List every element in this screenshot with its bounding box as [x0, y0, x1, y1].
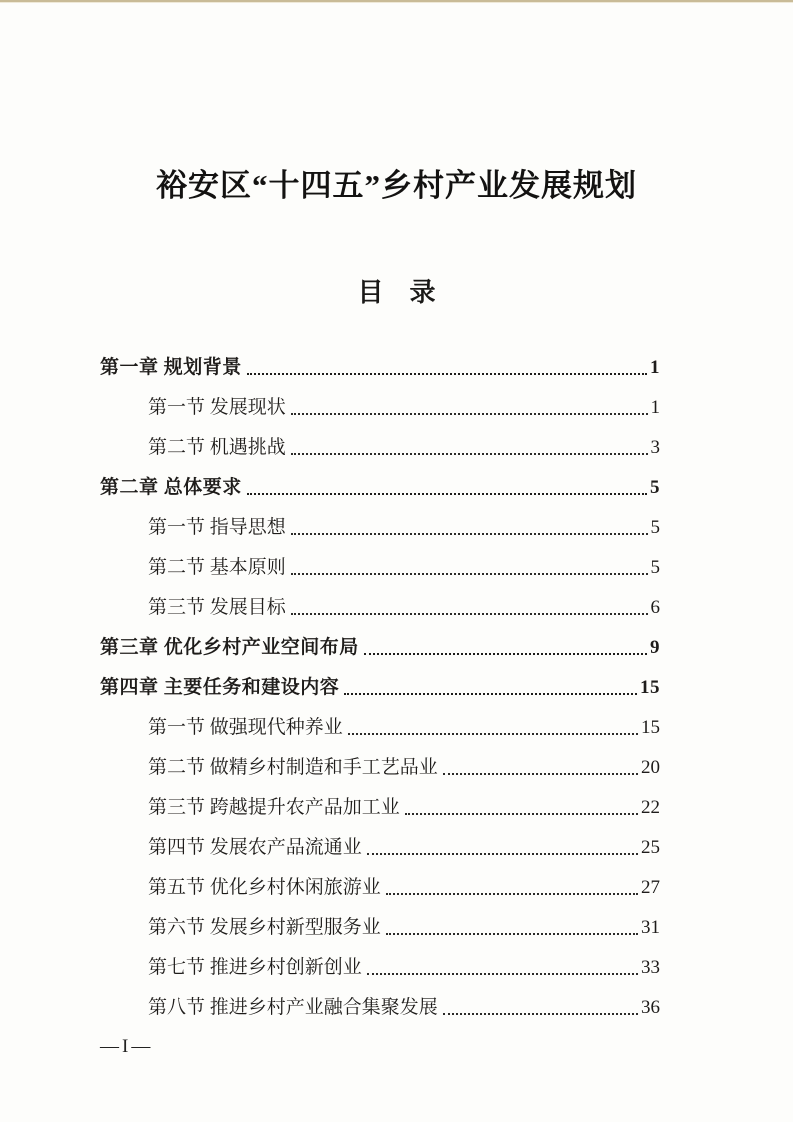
toc-entry	[100, 905, 660, 945]
toc-dot-leader	[386, 893, 638, 895]
document-title: 裕安区“十四五”乡村产业发展规划	[156, 168, 637, 203]
toc-entry-label: 第三章 优化乡村产业空间布局	[100, 637, 359, 658]
toc-entry	[100, 745, 660, 785]
toc-heading: 目 录	[357, 278, 436, 307]
toc-page-number: 5	[650, 557, 660, 578]
toc-entry-label: 第二节 机遇挑战	[148, 437, 286, 458]
toc-entry	[100, 785, 660, 825]
toc-entry	[100, 985, 660, 1025]
footer-page-number: —I—	[100, 1036, 154, 1057]
toc-entry	[100, 665, 660, 705]
toc-page-number: 1	[650, 357, 660, 378]
toc-dot-leader	[291, 533, 648, 535]
toc-page-number: 3	[650, 437, 660, 458]
toc-page-number: 22	[641, 797, 660, 818]
toc-page-number: 5	[650, 477, 660, 498]
toc-entry	[100, 585, 660, 625]
toc-entry	[100, 825, 660, 865]
toc-entry-label: 第五节 优化乡村休闲旅游业	[148, 877, 381, 898]
toc-dot-leader	[364, 653, 647, 655]
toc-page-number: 9	[650, 637, 660, 658]
toc-dot-leader	[367, 853, 638, 855]
toc-list	[100, 345, 660, 1025]
toc-entry	[100, 545, 660, 585]
toc-page-number: 36	[641, 997, 660, 1018]
toc-page-number: 20	[641, 757, 660, 778]
toc-dot-leader	[247, 373, 647, 375]
toc-page-number: 6	[650, 597, 660, 618]
toc-entry-label: 第一节 做强现代种养业	[148, 717, 343, 738]
toc-dot-leader	[367, 973, 638, 975]
toc-page-number: 15	[641, 717, 660, 738]
toc-page-number: 5	[650, 517, 660, 538]
toc-entry-label: 第一节 指导思想	[148, 517, 286, 538]
toc-entry	[100, 625, 660, 665]
scan-edge-top	[0, 0, 793, 3]
toc-page-number: 31	[641, 917, 660, 938]
toc-entry-label: 第一章 规划背景	[100, 357, 242, 378]
toc-entry-label: 第二章 总体要求	[100, 477, 242, 498]
toc-page-number: 1	[650, 397, 660, 418]
toc-entry	[100, 345, 660, 385]
toc-entry-label: 第三节 跨越提升农产品加工业	[148, 797, 400, 818]
toc-entry-label: 第七节 推进乡村创新创业	[148, 957, 362, 978]
toc-entry	[100, 505, 660, 545]
toc-page-number: 33	[641, 957, 660, 978]
toc-dot-leader	[291, 453, 648, 455]
toc-dot-leader	[291, 573, 648, 575]
toc-entry	[100, 705, 660, 745]
toc-entry	[100, 865, 660, 905]
toc-entry-label: 第三节 发展目标	[148, 597, 286, 618]
toc-dot-leader	[443, 773, 638, 775]
toc-dot-leader	[443, 1013, 638, 1015]
toc-entry	[100, 945, 660, 985]
toc-dot-leader	[291, 613, 648, 615]
toc-page-number: 15	[640, 677, 660, 698]
page-footer	[100, 1036, 153, 1058]
toc-dot-leader	[247, 493, 647, 495]
toc-dot-leader	[348, 733, 638, 735]
toc-entry-label: 第四节 发展农产品流通业	[148, 837, 362, 858]
toc-entry-label: 第四章 主要任务和建设内容	[100, 677, 340, 698]
toc-entry	[100, 385, 660, 425]
toc-entry-label: 第二节 基本原则	[148, 557, 286, 578]
toc-dot-leader	[386, 933, 638, 935]
toc-entry	[100, 425, 660, 465]
toc-dot-leader	[405, 813, 638, 815]
toc-dot-leader	[291, 413, 648, 415]
toc-page-number: 27	[641, 877, 660, 898]
toc-dot-leader	[344, 693, 637, 695]
toc-page-number: 25	[641, 837, 660, 858]
toc-entry-label: 第六节 发展乡村新型服务业	[148, 917, 381, 938]
toc-entry	[100, 465, 660, 505]
toc-entry-label: 第二节 做精乡村制造和手工艺品业	[148, 757, 438, 778]
toc-entry-label: 第八节 推进乡村产业融合集聚发展	[148, 997, 438, 1018]
toc-entry-label: 第一节 发展现状	[148, 397, 286, 418]
